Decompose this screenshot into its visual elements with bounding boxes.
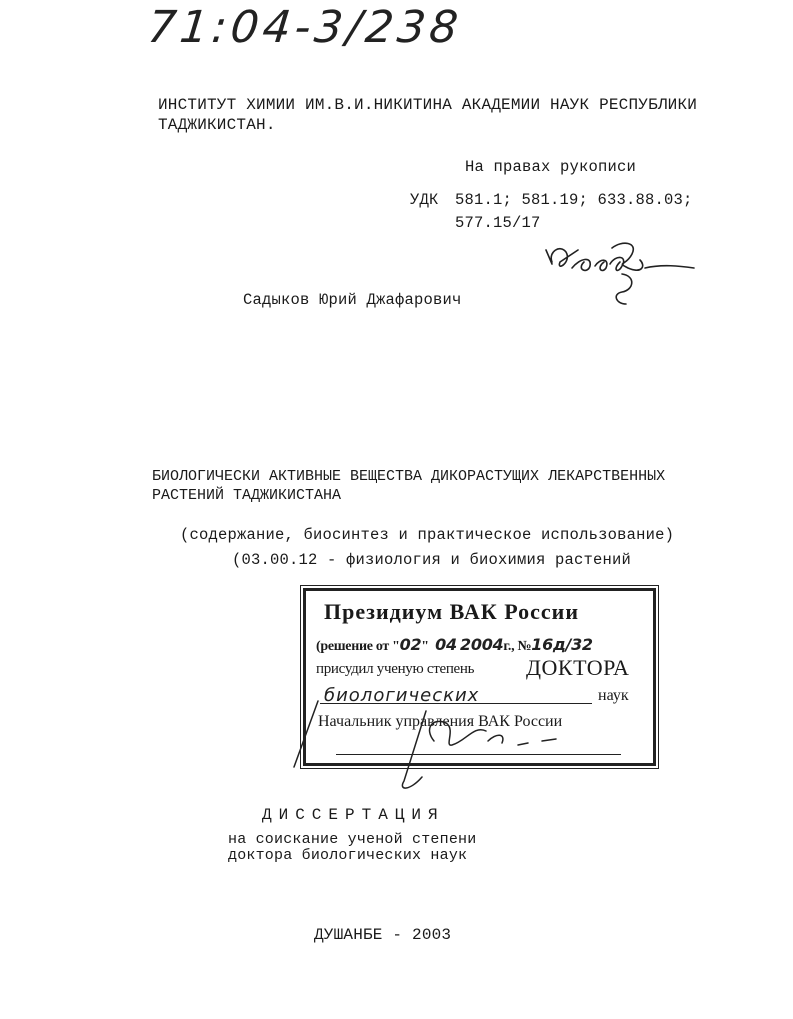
institute-name-line-1: ИНСТИТУТ ХИМИИ ИМ.В.И.НИКИТИНА АКАДЕМИИ НАУК РЕСПУБЛИКИ xyxy=(158,96,698,114)
manuscript-rights-note: На правах рукописи xyxy=(465,158,637,176)
stamp-decision-prefix: (решение от " xyxy=(316,639,400,654)
udc-label: УДК xyxy=(410,191,439,209)
dissertation-title-line-2: РАСТЕНИЙ ТАДЖИКИСТАНА xyxy=(152,487,342,504)
stamp-sciences-label: наук xyxy=(598,687,629,704)
author-signature xyxy=(546,243,694,304)
udc-codes-line-2: 577.15/17 xyxy=(455,214,541,232)
vak-stamp xyxy=(303,588,656,766)
stamp-chief-label: Начальник управления ВАК России xyxy=(318,713,563,730)
stamp-decision-year: 2004 xyxy=(460,635,504,654)
stamp-title: Президиум ВАК России xyxy=(324,599,580,624)
stamp-conferred-text: присудил ученую степень xyxy=(316,661,475,677)
institute-name-line-2: ТАДЖИКИСТАН. xyxy=(158,116,276,134)
stamp-degree: ДОКТОРА xyxy=(526,655,630,680)
stamp-decision-month: 04 xyxy=(435,635,457,654)
dissertation-subtitle: (содержание, биосинтез и практическое использование) xyxy=(180,526,675,544)
archive-number-handwritten: 71:04-3/238 xyxy=(145,2,465,53)
degree-purpose-line-1: на соискание ученой степени xyxy=(228,831,477,848)
city-and-year: ДУШАНБЕ - 2003 xyxy=(314,926,452,944)
degree-purpose-line-2: доктора биологических наук xyxy=(228,847,468,864)
dissertation-title-line-1: БИОЛОГИЧЕСКИ АКТИВНЫЕ ВЕЩЕСТВА ДИКОРАСТУЩИХ ЛЕКАРСТВЕННЫХ xyxy=(152,468,666,485)
stamp-decision-suffix: г., № xyxy=(503,639,532,654)
author-name: Садыков Юрий Джафарович xyxy=(243,291,462,309)
stamp-decision-mid: " xyxy=(421,639,429,654)
stamp-signature xyxy=(306,591,653,763)
udc-codes-line-1: 581.1; 581.19; 633.88.03; xyxy=(455,191,693,209)
stamp-decision-day: 02 xyxy=(399,635,422,654)
document-type: ДИССЕРТАЦИЯ xyxy=(262,806,445,824)
stamp-decision-number: 16д/32 xyxy=(531,635,593,654)
specialty-code: (03.00.12 - физиология и биохимия растений xyxy=(232,551,632,569)
stamp-field-handwritten: биологических xyxy=(324,685,480,706)
